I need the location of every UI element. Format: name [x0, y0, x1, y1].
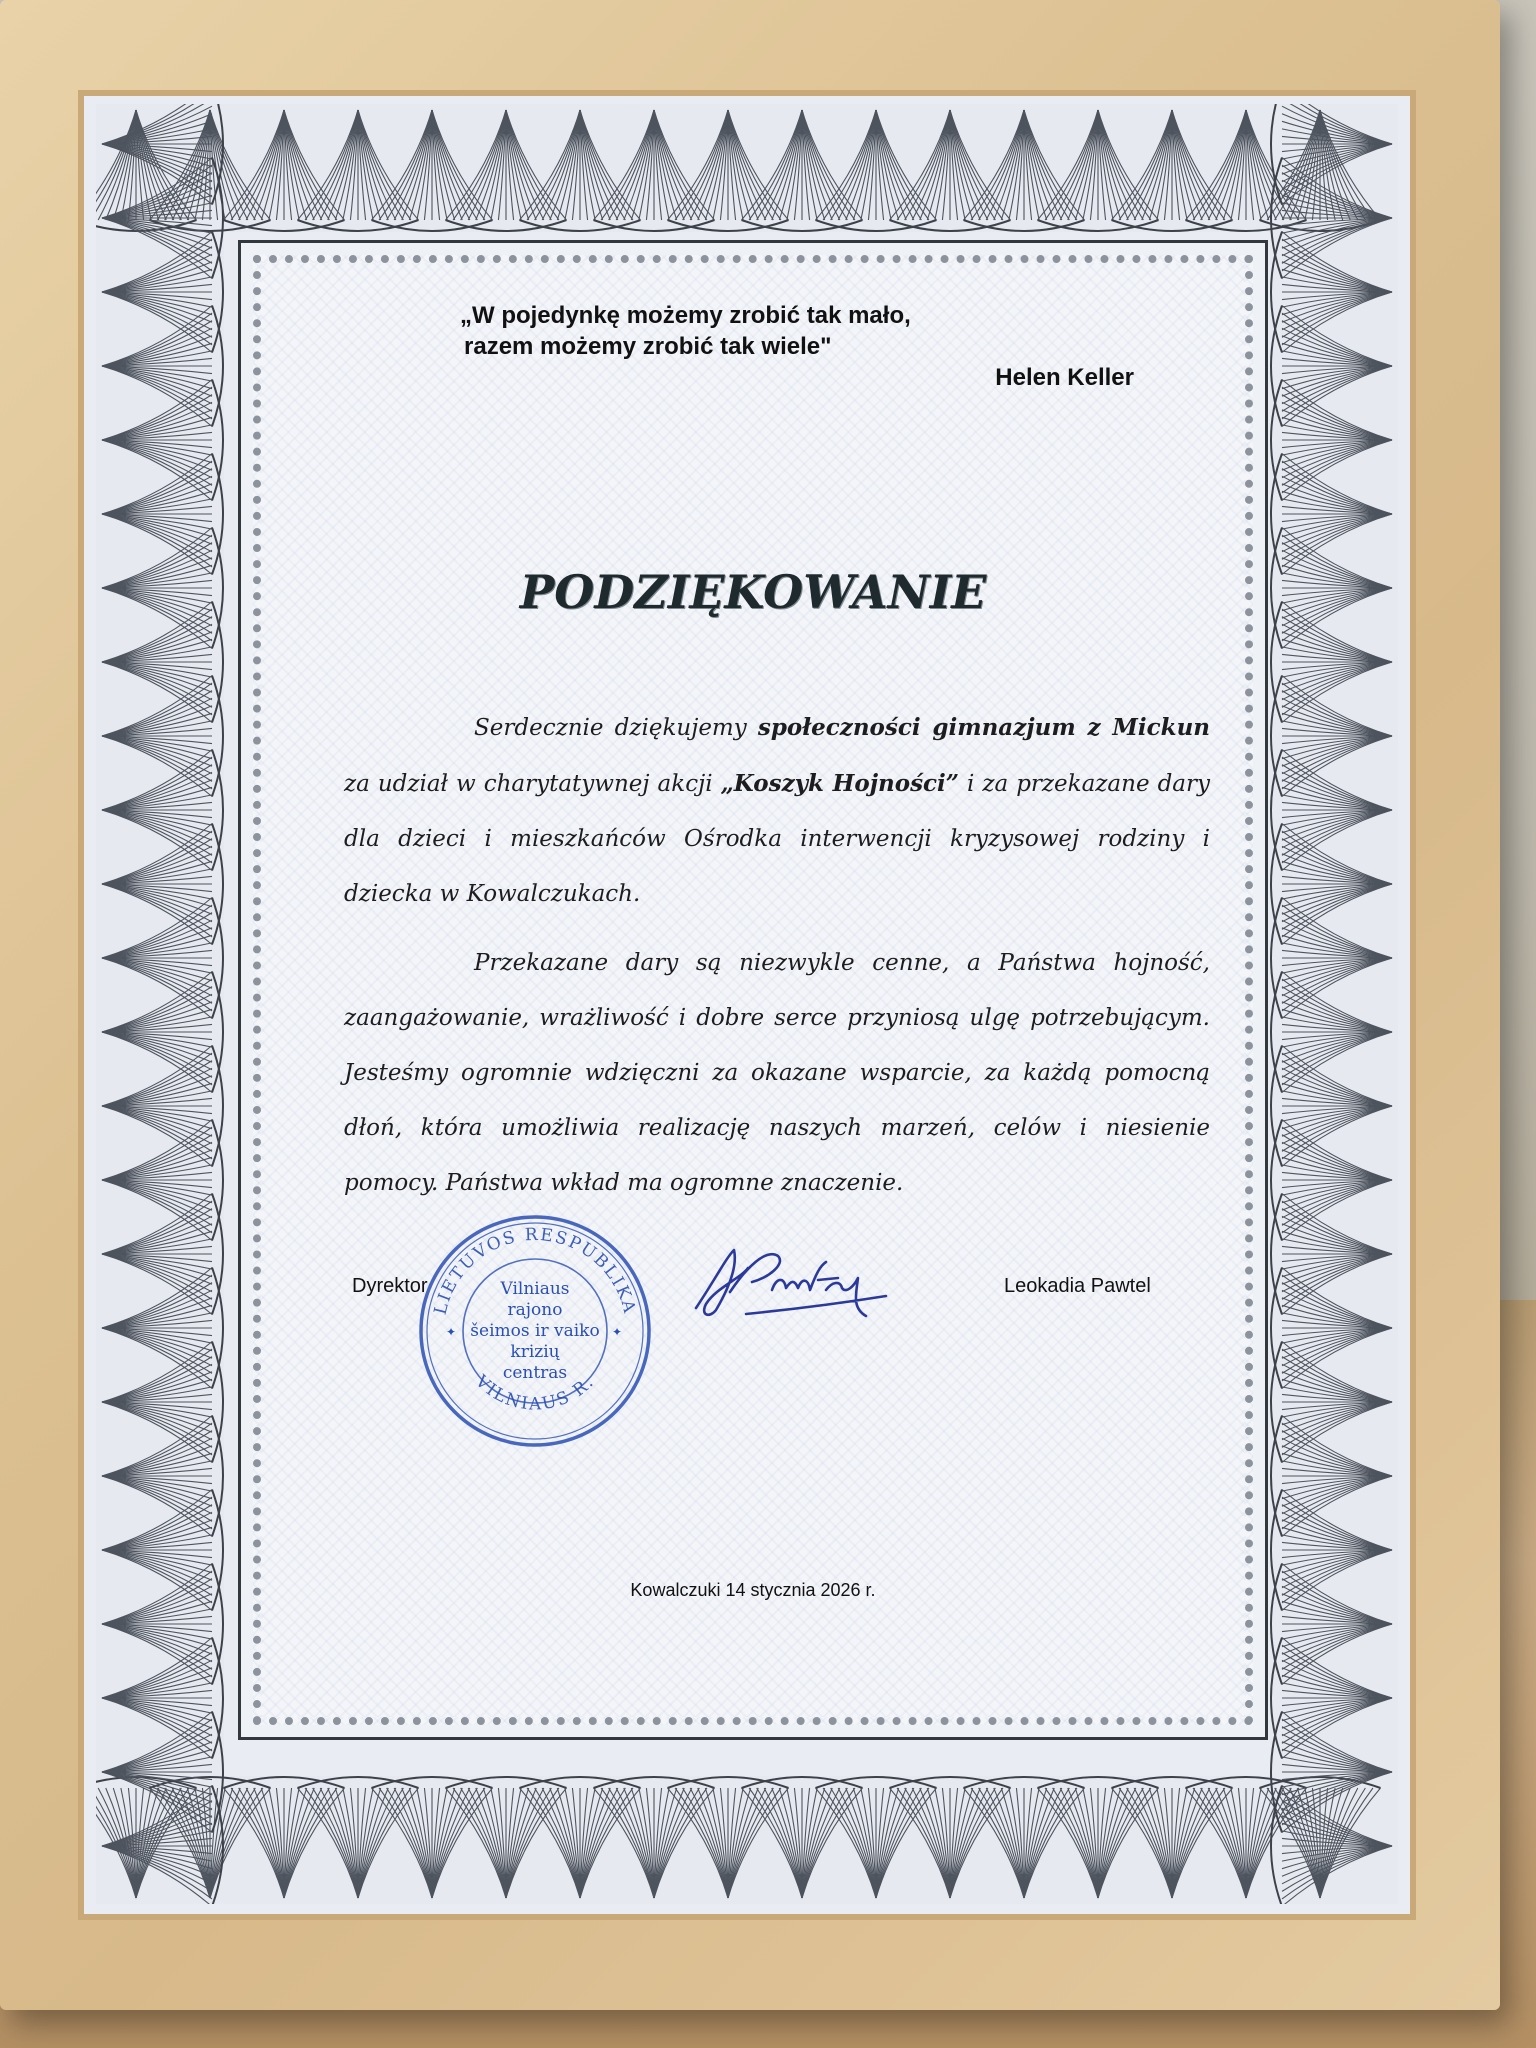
p1-text-c: i za przekazane dary dla dzieci i mieszkańców Ośrodka interwencji kryzysowej rodziny i dziecka w Kowalczukach. [344, 771, 1210, 907]
body-paragraph-2: Przekazane dary są niezwykle cenne, a Państwa hojność, zaangażowanie, wrażliwość i dobre serce przyniosą ulgę potrzebującym. Jesteśmy ogromnie wdzięczni za okazane wsparcie, za każdą pomocną dłoń, która umożliwia realizację naszych marzeń, celów i niesienie pomocy. Państwa wkład ma ogromne znaczenie. [344, 950, 1210, 1196]
quote-line-1: „W pojedynkę możemy zrobić tak mało, [460, 302, 911, 329]
signatory-name: Leokadia Pawtel [1004, 1275, 1151, 1297]
official-stamp [416, 1212, 654, 1450]
p1-campaign-name: „Koszyk Hojności” [720, 770, 960, 797]
stamp-line: rajono [507, 1299, 563, 1320]
certificate-title: PODZIĘKOWANIE [519, 565, 987, 619]
epigraph-quote [460, 300, 1220, 393]
quote-line-2: razem możemy zrobić tak wiele" [464, 333, 832, 360]
svg-text:✦: ✦ [446, 1325, 457, 1339]
stamp-line: šeimos ir vaiko [470, 1320, 600, 1341]
certificate-body [344, 700, 1210, 1211]
stamp-ring-bottom-text: VILNIAUS R. [471, 1371, 599, 1415]
p1-recipient: społeczności gimnazjum z Mickun [757, 714, 1211, 741]
signatory-role: Dyrektor [352, 1275, 428, 1297]
handwritten-signature [686, 1238, 896, 1328]
stamp-center-text [416, 1212, 654, 1450]
quote-author: Helen Keller [995, 364, 1134, 391]
stamp-ring-top-text: LIETUVOS RESPUBLIKA [430, 1224, 640, 1317]
stamp-line: centras [502, 1362, 568, 1383]
p1-text-a: Serdecznie dziękujemy [474, 715, 758, 741]
p1-text-b: za udział w charytatywnej akcji [344, 771, 721, 797]
date-line: Kowalczuki 14 stycznia 2026 r. [630, 1580, 876, 1600]
stamp-line: krizių [510, 1341, 560, 1362]
svg-text:✦: ✦ [612, 1325, 623, 1339]
body-paragraph-1 [344, 700, 1210, 922]
stamp-line: Vilniaus [500, 1278, 570, 1299]
